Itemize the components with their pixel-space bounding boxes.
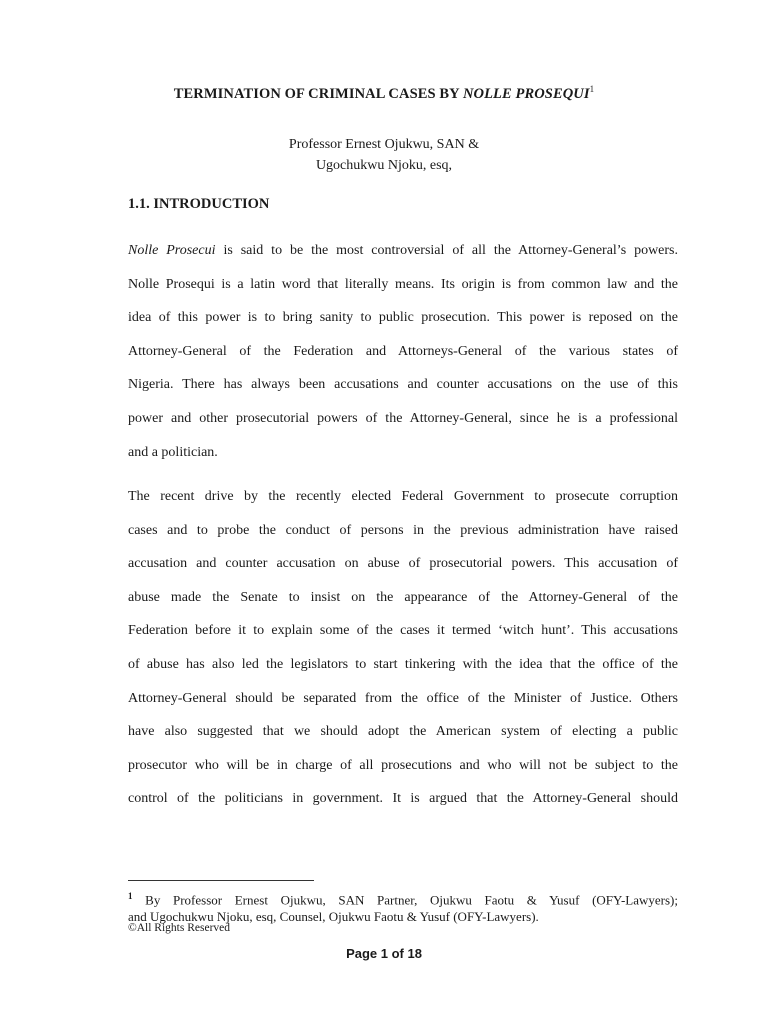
footnote [128,888,678,925]
copyright-notice: ©All Rights Reserved [128,922,231,934]
footnote-line-1-text: By Professor Ernest Ojukwu, SAN Partner, Ojukwu Faotu & Yusuf (OFY-Lawyers); [132,892,678,908]
authors-block [0,134,768,176]
paragraph-line: of abuse has also led the legislators to start tinkering with the idea that the office of the [128,656,678,672]
paragraph-2 [128,480,678,816]
paragraph-line: Federation before it to explain some of the cases it termed ‘witch hunt’. This accusations [128,623,678,639]
title-footnote-marker[interactable]: 1 [589,84,595,94]
paragraph-line: Attorney-General should be separated from the office of the Minister of Justice. Others [128,690,678,706]
paragraph-line [128,234,678,268]
paragraph-line: and a politician. [128,444,218,460]
document-title [0,84,768,103]
author-line-1: Professor Ernest Ojukwu, SAN & [288,137,480,152]
paragraph-line: Nigeria. There has always been accusations and counter accusations on the use of this [128,377,678,393]
footnote-line-1 [128,888,678,908]
paragraph-line: Nolle Prosequi is a latin word that literally means. Its origin is from common law and the [128,276,678,292]
title-main-text: TERMINATION OF CRIMINAL CASES BY [173,85,463,102]
paragraph-line: cases and to probe the conduct of persons in the previous administration have raised [128,522,678,538]
paragraph-line-text: is said to be the most controversial of all the Attorney-General’s powers. [215,243,679,258]
paragraph-italic-term: Nolle Prosecui [128,243,216,258]
paragraph-line: idea of this power is to bring sanity to public prosecution. This power is reposed on the [128,310,678,326]
page-number: Page 1 of 18 [346,946,422,961]
paragraph-line: The recent drive by the recently elected Federal Government to prosecute corruption [128,489,678,504]
paragraph-line: have also suggested that we should adopt the American system of electing a public [128,724,678,740]
footnote-marker: 1 [128,891,133,901]
paragraph-line: Attorney-General of the Federation and Attorneys-General of the various states of [128,343,678,359]
paragraph-line: power and other prosecutorial powers of the Attorney-General, since he is a professional [128,410,678,426]
paragraph-line: accusation and counter accusation on abuse of prosecutorial powers. This accusation of [128,556,678,572]
title-italic-text: NOLLE PROSEQUI [462,85,590,102]
footnote-line-2: and Ugochukwu Njoku, esq, Counsel, Ojukwu Faotu & Yusuf (OFY-Lawyers). [128,909,539,925]
footnote-separator [128,880,314,881]
author-line-2: Ugochukwu Njoku, esq, [315,158,453,173]
paragraph-line: control of the politicians in government. It is argued that the Attorney-General should [128,791,678,807]
paragraph-line: prosecutor who will be in charge of all prosecutions and who will not be subject to the [128,757,678,773]
paragraph-1 [128,234,678,469]
paragraph-line: abuse made the Senate to insist on the appearance of the Attorney-General of the [128,589,678,605]
section-heading: 1.1. INTRODUCTION [128,196,270,212]
